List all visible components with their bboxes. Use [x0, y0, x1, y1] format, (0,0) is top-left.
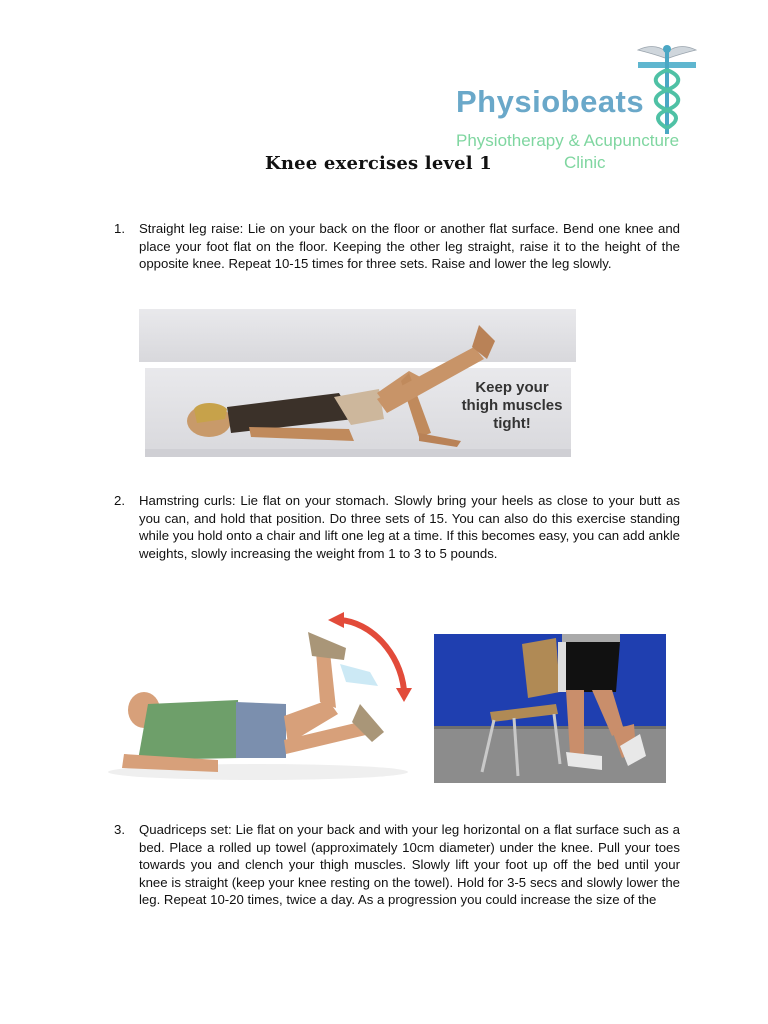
- item-text: Hamstring curls: Lie flat on your stomach. Slowly bring your heels as close to your butt as you can, and hold that position. Do three sets of 15. You can also do this exercise standing while you hold onto a chair and lift one leg at a time. If this becomes easy, you can add ankle weights, slowly increasing the weight from 1 to 3 to 5 pounds.: [139, 493, 680, 561]
- standing-hamstring-curl-photo: [434, 634, 666, 783]
- item-text: Quadriceps set: Lie flat on your back and with your leg horizontal on a flat surface such as a bed. Place a rolled up towel (approximately 10cm diameter) under the knee. Pull your toes towards you and clench your thigh muscles. Slowly lift your foot up off the bed until your knee is straight (keep your knee resting on the towel). Hold for 3-5 secs and slowly lower the leg. Repeat 10-20 times, twice a day. As a progression you could increase the size of the: [139, 822, 680, 907]
- logo-wordmark: Physiobeats: [456, 84, 645, 119]
- leg-raise-illustration: [139, 309, 576, 457]
- item-number: 1.: [114, 221, 125, 236]
- logo-subtitle-clinic: Clinic: [564, 153, 606, 172]
- item-text: Straight leg raise: Lie on your back on the floor or another flat surface. Bend one knee and place your foot flat on the floor. Keeping the other leg straight, raise it to the height of the opposite knee. Repeat 10-15 times for three sets. Raise and lower the leg slowly.: [139, 221, 680, 271]
- prone-hamstring-curl-photo: [108, 612, 420, 784]
- item-number: 3.: [114, 822, 125, 837]
- leg-raise-caption: Keep your thigh muscles tight!: [461, 379, 563, 432]
- item-number: 2.: [114, 493, 125, 508]
- page-title: Knee exercises level 1: [265, 153, 493, 174]
- logo-subtitle: Physiotherapy & Acupuncture: [456, 131, 680, 150]
